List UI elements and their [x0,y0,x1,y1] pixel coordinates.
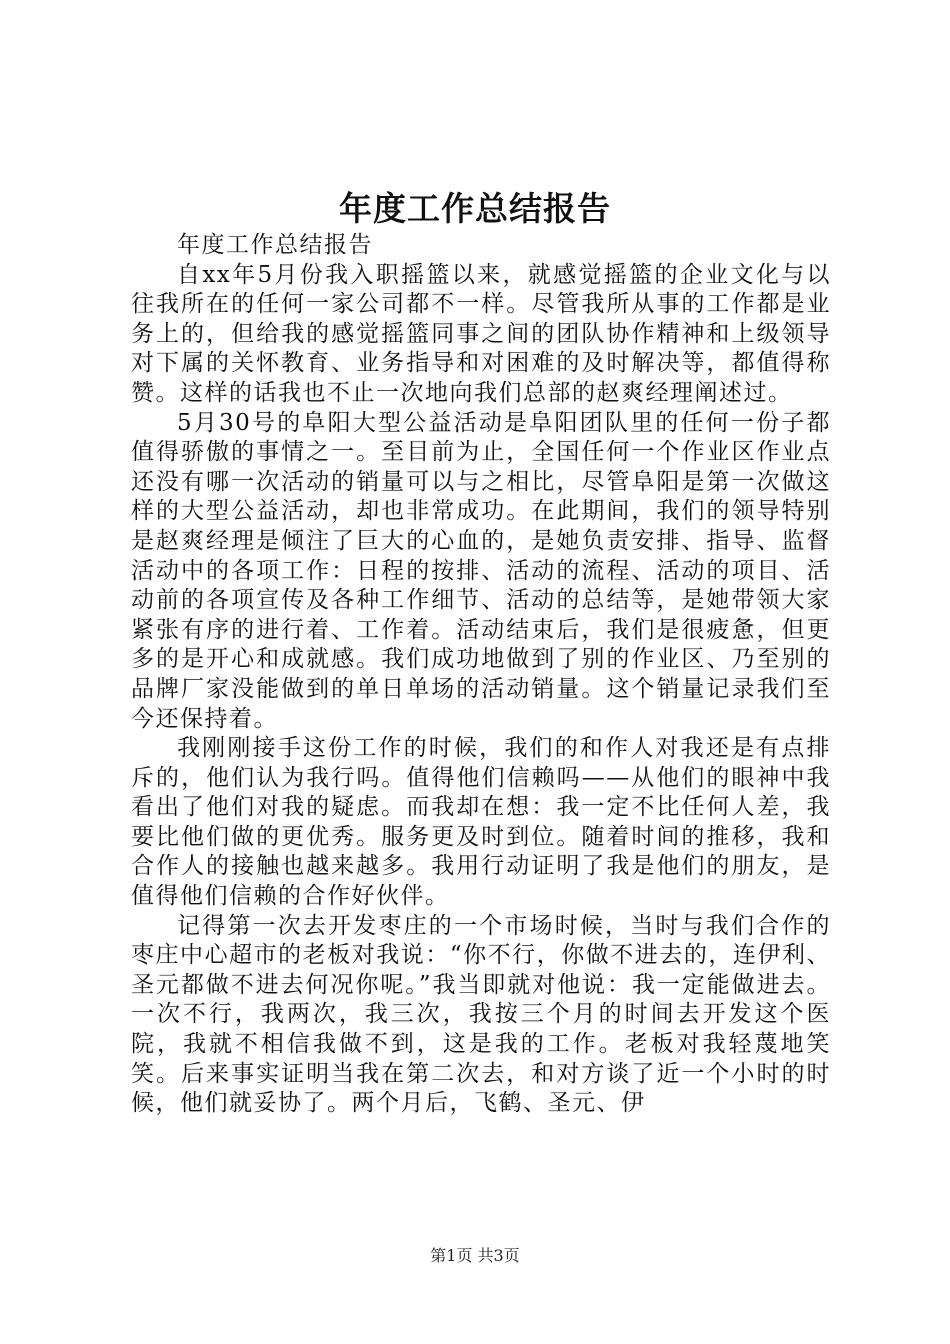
page-footer: 第1页 共3页 [430,1246,520,1265]
paragraph-2: 5月30号的阜阳大型公益活动是阜阳团队里的任何一份子都值得骄傲的事情之一。至目前为止，全国任何一个作业区作业点还没有哪一次活动的销量可以与之相比，尽管阜阳是第一次做这样的大型公益活动，却也非常成功。在此期间，我们的领导特别是赵爽经理是倾注了巨大的心血的，是她负责安排、指导、监督活动中的各项工作：日程的按排、活动的流程、活动的项目、活动前的各项宣传及各种工作细节、活动的总结等，是她带领大家紧张有序的进行着、工作着。活动结束后，我们是很疲惫，但更多的是开心和成就感。我们成功地做到了别的作业区、乃至别的品牌厂家没能做到的单日单场的活动销量。这个销量记录我们至今还保持着。 [131,409,831,732]
document-body [131,231,831,1119]
paragraph-3: 我刚刚接手这份工作的时候，我们的和作人对我还是有点排斥的，他们认为我行吗。值得他们信赖吗——从他们的眼神中我看出了他们对我的疑虑。而我却在想：我一定不比任何人差，我要比他们做的更优秀。服务更及时到位。随着时间的推移，我和合作人的接触也越来越多。我用行动证明了我是他们的朋友，是值得他们信赖的合作好伙伴。 [131,735,831,910]
paragraph-subtitle: 年度工作总结报告 [177,232,373,258]
paragraph-4: 记得第一次去开发枣庄的一个市场时候，当时与我们合作的枣庄中心超市的老板对我说：“你不行，你做不进去的，连伊利、圣元都做不进去何况你呢。”我当即就对他说：我一定能做进去。一次不行，我两次，我三次，我按三个月的时间去开发这个医院，我就不相信我做不到，这是我的工作。老板对我轻蔑地笑笑。后来事实证明当我在第二次去，和对方谈了近一个小时的时候，他们就妥协了。两个月后，飞鹤、圣元、伊 [131,912,831,1117]
document-title: 年度工作总结报告 [339,189,611,228]
paragraph-1: 自xx年5月份我入职摇篮以来，就感觉摇篮的企业文化与以往我所在的任何一家公司都不一样。尽管我所从事的工作都是业务上的，但给我的感觉摇篮同事之间的团队协作精神和上级领导对下属的关怀教育、业务指导和对困难的及时解决等，都值得称赞。这样的话我也不止一次地向我们总部的赵爽经理阐述过。 [131,261,831,406]
